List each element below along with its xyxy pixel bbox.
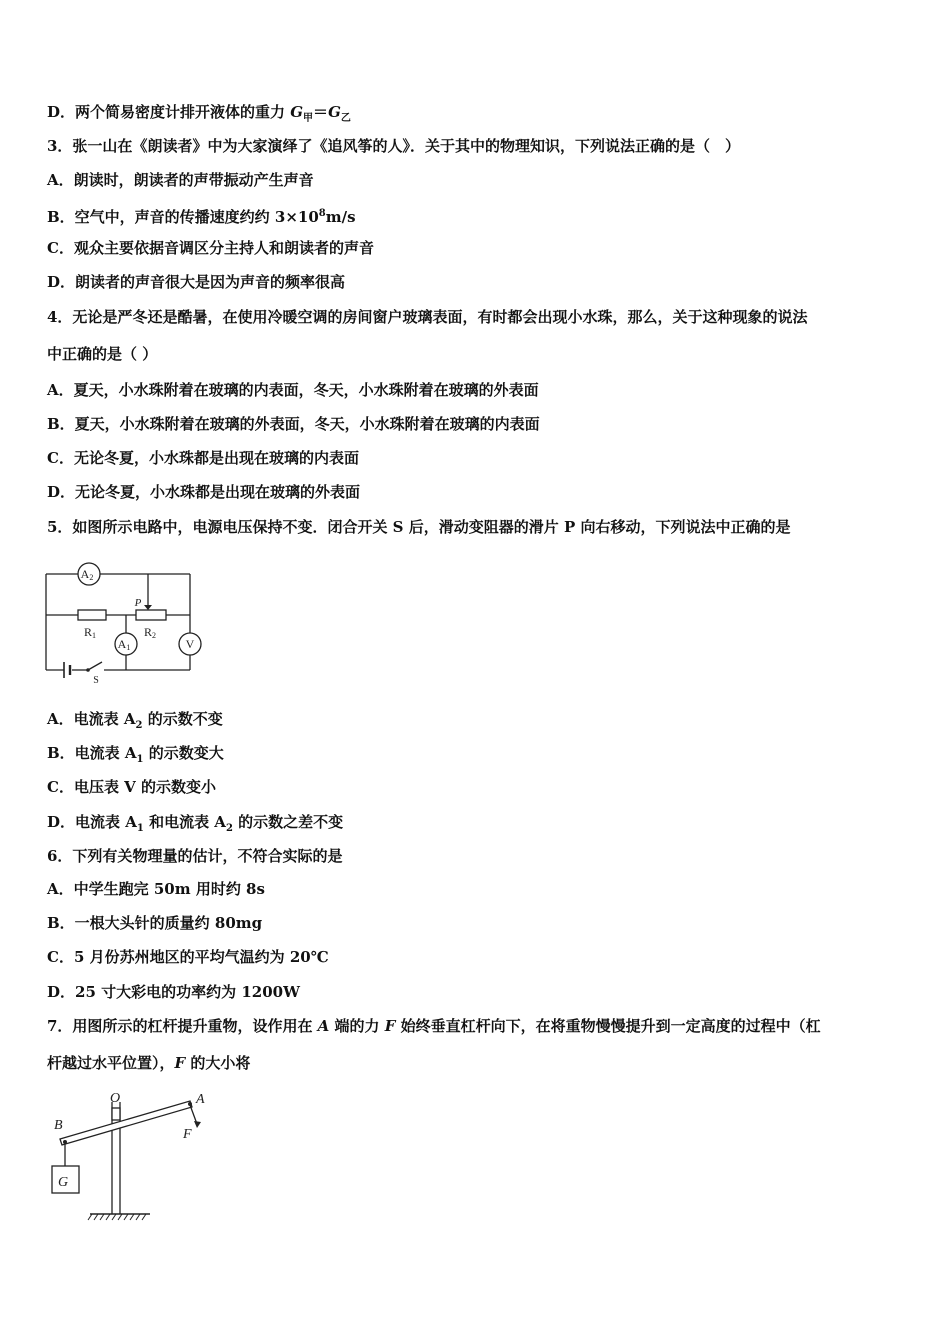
q5-option-d [47,812,343,839]
q6-option-a: A．中学生跑完 50m 用时约 8s [47,880,265,898]
label-b: B [54,1118,63,1133]
label-a: A [196,1092,205,1107]
resistor-r2 [136,610,166,620]
q4-stem-line2: 中正确的是（ ） [47,345,158,363]
equals-sign: ＝ [313,103,329,121]
q5-option-b [47,743,224,770]
q5-option-a-text: A．电流表 A [47,710,136,728]
q5-option-b-text: B．电流表 A [47,744,137,762]
point-b-dot [63,1140,67,1144]
q6-option-b: B．一根大头针的质量约 80mg [47,914,263,932]
resistor-r1 [78,610,106,620]
q5-option-a [47,709,223,736]
q5-option-d-text: 和电流表 A [143,813,226,831]
force-arrow-head-icon [194,1121,201,1128]
q4-option-c: C．无论冬夏，小水珠都是出现在玻璃的内表面 [47,449,359,467]
q7-stem-text: 7．用图所示的杠杆提升重物，设作用在 [47,1017,318,1035]
force-symbol: F [174,1054,186,1072]
q3-option-c: C．观众主要依据音调区分主持人和朗读者的声音 [47,239,374,257]
label-r2-sub: 2 [152,631,157,640]
q4-option-a: A．夏天，小水珠附着在玻璃的内表面，冬天，小水珠附着在玻璃的外表面 [47,381,539,399]
pivot-o [112,1108,120,1120]
force-arrow-line [190,1105,197,1124]
gravity-symbol: G [328,103,341,121]
subscript: 2 [225,823,233,834]
q5-stem: 5．如图所示电路中，电源电压保持不变．闭合开关 S 后，滑动变阻器的滑片 P 向右移动，下列说法中正确的是 [47,518,791,536]
q7-stem-line2 [47,1053,250,1073]
point-a-symbol: A [317,1017,330,1035]
q4-stem-line1: 4．无论是严冬还是酷暑，在使用冷暖空调的房间窗户玻璃表面，有时都会出现小水珠，那么，关于这种现象的说法 [47,308,808,326]
label-a2-sub: 2 [89,573,94,582]
q3-option-d: D．朗读者的声音很大是因为声音的频率很高 [47,273,346,291]
superscript: 8 [318,208,326,219]
svg-text:R2 [144,625,156,640]
q5-option-c: C．电压表 V 的示数变小 [47,778,217,796]
subscript: 1 [136,754,144,765]
q7-stem-text: 端的力 [329,1017,385,1035]
lever-diagram [44,1088,224,1228]
switch-pivot [86,668,90,672]
force-symbol: F [384,1017,396,1035]
label-a1: A [117,637,127,651]
q6-stem: 6．下列有关物理量的估计，不符合实际的是 [47,847,343,865]
label-g: G [58,1175,69,1190]
q6-option-c: C．5 月份苏州地区的平均气温约为 20℃ [47,948,329,966]
q7-stem-text: 始终垂直杠杆向下，在将重物慢慢提升到一定高度的过程中（杠 [395,1017,821,1035]
q7-stem-text: 的大小将 [185,1054,251,1072]
q3-stem: 3．张一山在《朗读者》中为大家演绎了《追风筝的人》．关于其中的物理知识，下列说法正确的是（ ） [47,137,740,155]
label-a1-sub: 1 [126,643,131,652]
q5-option-a-text: 的示数不变 [142,710,223,728]
lever-bar [60,1101,192,1145]
unit: m/s [325,208,356,226]
ground-hatching [88,1214,146,1220]
q7-stem-text: 杆越过水平位置）， [47,1054,175,1072]
subscript: 甲 [303,113,314,124]
q6-option-d: D．25 寸大彩电的功率约为 1200W [47,983,300,1001]
label-f: F [183,1127,192,1142]
slider-arrow-icon [144,605,152,610]
q4-option-b: B．夏天，小水珠附着在玻璃的外表面，冬天，小水珠附着在玻璃的内表面 [47,415,540,433]
label-p: P [134,597,142,609]
label-r1-sub: 1 [92,631,97,640]
circuit-diagram [40,560,210,690]
q5-option-b-text: 的示数变大 [143,744,224,762]
q5-option-d-text: D．电流表 A [47,813,137,831]
q3-option-b [47,204,356,227]
point-a-dot [188,1102,192,1106]
q4-option-d: D．无论冬夏，小水珠都是出现在玻璃的外表面 [47,483,361,501]
label-v: V [185,637,195,651]
q3-option-a: A．朗读时，朗读者的声带振动产生声音 [47,171,314,189]
gravity-symbol: G [290,103,304,121]
svg-text:R1 [84,625,96,640]
label-s: S [93,675,99,686]
q2-option-d-text: D．两个简易密度计排开液体的重力 [47,103,291,121]
q7-stem-line1 [47,1016,821,1036]
subscript: 乙 [340,113,351,124]
subscript: 2 [135,720,143,731]
label-r2: R [143,625,153,639]
label-a2: A [80,567,90,581]
q3-option-b-text: B．空气中，声音的传播速度约约 3×10 [47,208,319,226]
q2-option-d [47,102,351,129]
label-r1: R [83,625,93,639]
subscript: 1 [136,823,144,834]
label-o: O [110,1091,121,1106]
q5-option-d-text: 的示数之差不变 [232,813,344,831]
